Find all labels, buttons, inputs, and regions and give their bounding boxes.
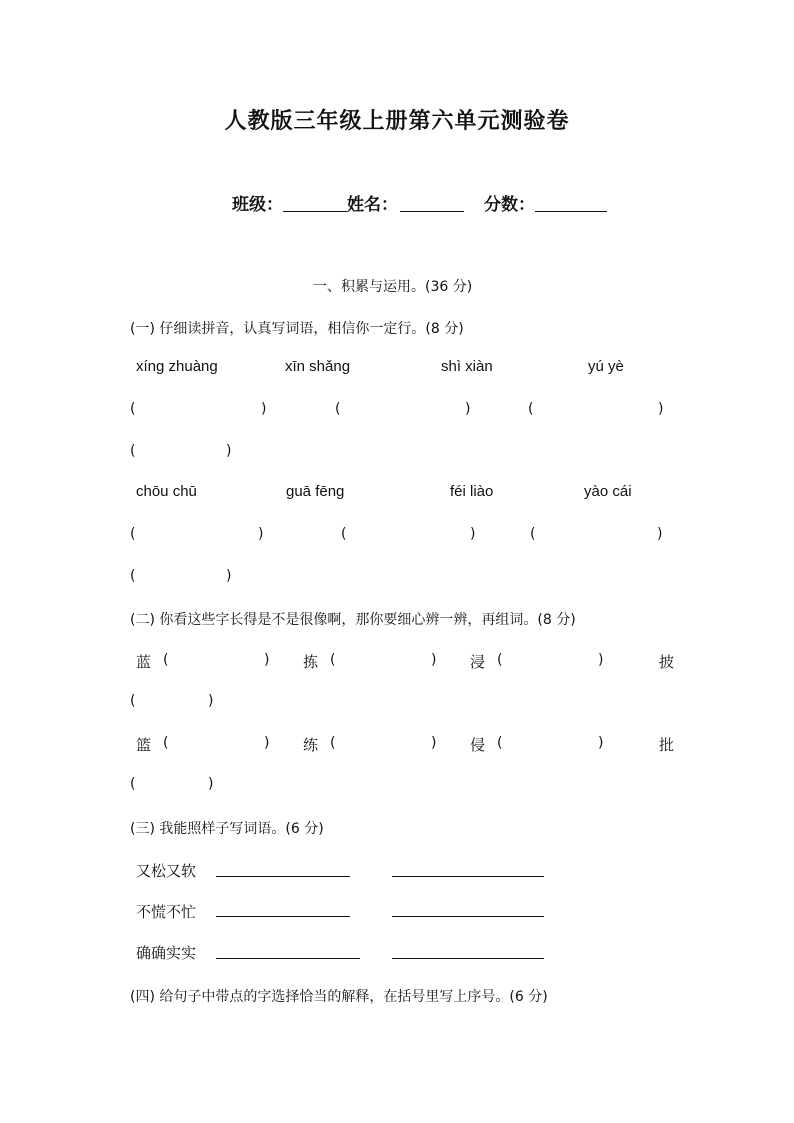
score-label: 分数： bbox=[484, 195, 535, 215]
character: 披 bbox=[659, 653, 675, 671]
class-blank[interactable] bbox=[283, 195, 347, 212]
right-paren: ) bbox=[658, 401, 664, 417]
left-paren: ( bbox=[130, 443, 136, 459]
left-paren: ( bbox=[528, 401, 534, 417]
right-paren: ) bbox=[258, 526, 264, 542]
character: 侵 bbox=[470, 736, 486, 754]
pinyin-item: xīn shǎng bbox=[285, 358, 351, 375]
right-paren: ) bbox=[264, 652, 270, 668]
left-paren: ( bbox=[341, 526, 347, 542]
answer-underline[interactable] bbox=[392, 916, 544, 917]
answer-underline[interactable] bbox=[392, 958, 544, 959]
character: 拣 bbox=[303, 653, 319, 671]
left-paren: ( bbox=[497, 652, 503, 668]
character: 浸 bbox=[470, 653, 486, 671]
right-paren: ) bbox=[208, 776, 214, 792]
right-paren: ) bbox=[208, 693, 214, 709]
right-paren: ) bbox=[226, 443, 232, 459]
class-label: 班级： bbox=[232, 195, 283, 215]
right-paren: ) bbox=[431, 652, 437, 668]
character: 蓝 bbox=[136, 653, 152, 671]
left-paren: ( bbox=[335, 401, 341, 417]
character: 练 bbox=[303, 736, 319, 754]
left-paren: ( bbox=[330, 652, 336, 668]
pinyin-item: xíng zhuàng bbox=[136, 358, 218, 375]
left-paren: ( bbox=[163, 652, 169, 668]
pinyin-item: féi liào bbox=[450, 483, 494, 500]
score-blank[interactable] bbox=[535, 195, 607, 212]
part1-heading: (一) 仔细读拼音，认真写词语，相信你一定行。(8 分) bbox=[130, 321, 464, 337]
student-info-row bbox=[232, 190, 607, 215]
part3-heading: (三) 我能照样子写词语。(6 分) bbox=[130, 821, 324, 837]
right-paren: ) bbox=[465, 401, 471, 417]
left-paren: ( bbox=[330, 735, 336, 751]
left-paren: ( bbox=[163, 735, 169, 751]
answer-underline[interactable] bbox=[392, 876, 544, 877]
right-paren: ) bbox=[431, 735, 437, 751]
right-paren: ) bbox=[657, 526, 663, 542]
character: 批 bbox=[659, 736, 675, 754]
part2-heading: (二) 你看这些字长得是不是很像啊，那你要细心辨一辨，再组词。(8 分) bbox=[130, 612, 576, 628]
right-paren: ) bbox=[470, 526, 476, 542]
section1-heading: 一、积累与运用。(36 分) bbox=[313, 279, 473, 295]
left-paren: ( bbox=[130, 776, 136, 792]
left-paren: ( bbox=[130, 526, 136, 542]
character: 篮 bbox=[136, 736, 152, 754]
pinyin-item: shì xiàn bbox=[441, 358, 493, 375]
left-paren: ( bbox=[130, 568, 136, 584]
example-word: 确确实实 bbox=[136, 944, 197, 962]
part4-heading: (四) 给句子中带点的字选择恰当的解释，在括号里写上序号。(6 分) bbox=[130, 989, 548, 1005]
name-blank[interactable] bbox=[400, 195, 464, 212]
right-paren: ) bbox=[261, 401, 267, 417]
right-paren: ) bbox=[598, 735, 604, 751]
left-paren: ( bbox=[130, 693, 136, 709]
example-word: 不慌不忙 bbox=[136, 903, 197, 921]
right-paren: ) bbox=[226, 568, 232, 584]
page-title: 人教版三年级上册第六单元测验卷 bbox=[224, 108, 570, 134]
left-paren: ( bbox=[530, 526, 536, 542]
answer-underline[interactable] bbox=[216, 876, 350, 877]
pinyin-item: guā fēng bbox=[286, 483, 345, 500]
example-word: 又松又软 bbox=[136, 862, 197, 880]
left-paren: ( bbox=[497, 735, 503, 751]
pinyin-item: chōu chū bbox=[136, 483, 197, 500]
name-label: 姓名： bbox=[347, 195, 398, 215]
answer-underline[interactable] bbox=[216, 916, 350, 917]
right-paren: ) bbox=[264, 735, 270, 751]
answer-underline[interactable] bbox=[216, 958, 360, 959]
right-paren: ) bbox=[598, 652, 604, 668]
pinyin-item: yú yè bbox=[588, 358, 624, 375]
pinyin-item: yào cái bbox=[584, 483, 632, 500]
left-paren: ( bbox=[130, 401, 136, 417]
